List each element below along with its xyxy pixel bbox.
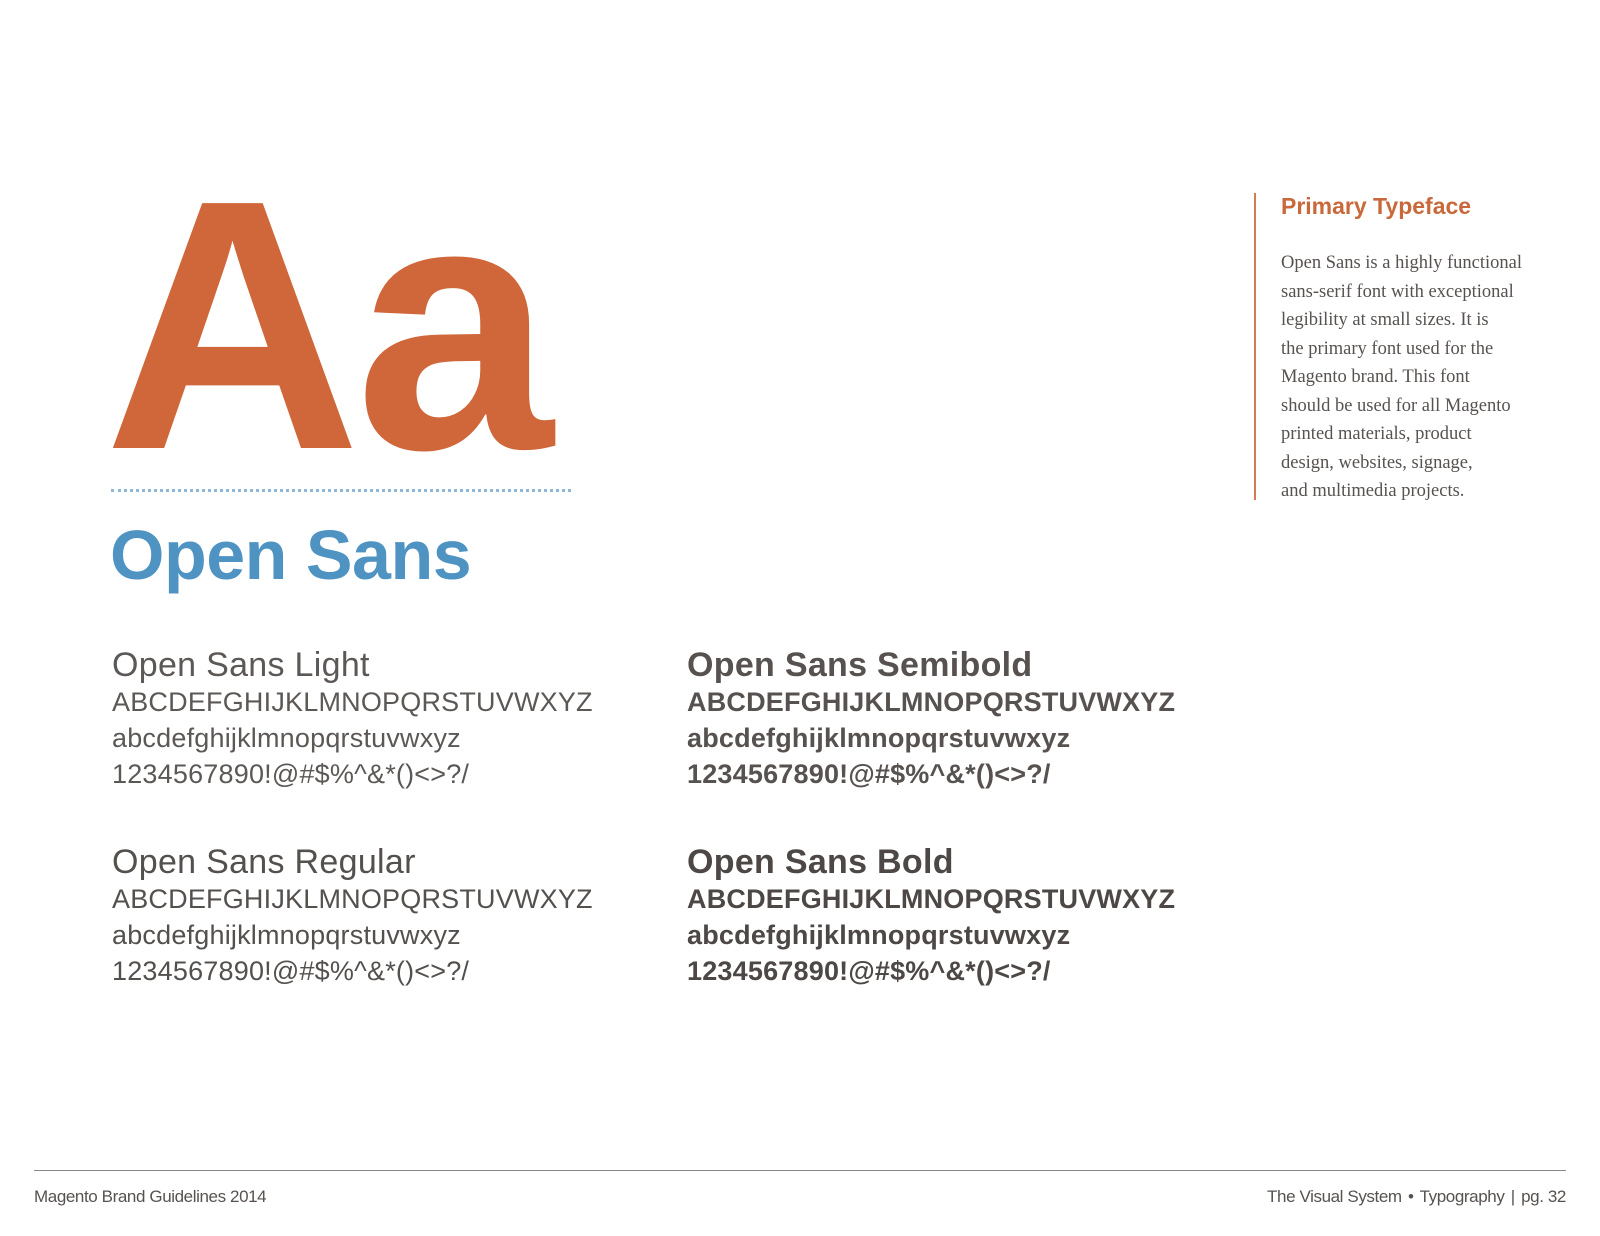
sidebar-title: Primary Typeface	[1281, 193, 1472, 219]
footer-document-title: Magento Brand Guidelines 2014	[34, 1187, 267, 1206]
specimen-open-sans-light	[112, 646, 593, 792]
specimen-lowercase: abcdefghijklmnopqrstuvwxyz	[112, 723, 461, 753]
footer-section: The Visual System	[1267, 1187, 1402, 1206]
specimen-numerals: 1234567890!@#$%^&*()<>?/	[112, 759, 470, 789]
specimen-name: Open Sans Semibold	[687, 646, 1033, 684]
sidebar-description	[1281, 249, 1591, 506]
specimen-uppercase: ABCDEFGHIJKLMNOPQRSTUVWXYZ	[687, 687, 1176, 717]
sidebar-line: legibility at small sizes. It is	[1281, 310, 1489, 330]
sidebar-line: the primary font used for the	[1281, 338, 1494, 359]
specimen-open-sans-regular	[112, 843, 593, 989]
dotted-divider	[111, 489, 571, 492]
sidebar-line: design, websites, signage,	[1281, 452, 1473, 473]
sidebar-line: Open Sans is a highly functional	[1281, 253, 1522, 273]
specimen-lowercase: abcdefghijklmnopqrstuvwxyz	[687, 920, 1071, 950]
specimen-uppercase: ABCDEFGHIJKLMNOPQRSTUVWXYZ	[687, 884, 1176, 914]
specimen-name: Open Sans Light	[112, 646, 370, 684]
footer-pipe: |	[1510, 1187, 1515, 1206]
sidebar-line: sans-serif font with exceptional	[1281, 281, 1514, 302]
footer-page-number: pg. 32	[1521, 1187, 1566, 1206]
sidebar-line: Magento brand. This font	[1281, 367, 1470, 387]
specimen-uppercase: ABCDEFGHIJKLMNOPQRSTUVWXYZ	[112, 884, 593, 914]
sidebar-line: printed materials, product	[1281, 424, 1472, 444]
sidebar-line: and multimedia projects.	[1281, 481, 1465, 501]
specimen-numerals: 1234567890!@#$%^&*()<>?/	[687, 759, 1051, 789]
specimen-open-sans-semibold	[687, 646, 1175, 792]
footer-bullet: •	[1408, 1187, 1414, 1206]
footer-subsection: Typography	[1419, 1187, 1505, 1206]
sidebar-line: should be used for all Magento	[1281, 395, 1511, 416]
primary-typeface-sidebar	[1254, 193, 1591, 500]
specimen-uppercase: ABCDEFGHIJKLMNOPQRSTUVWXYZ	[112, 687, 593, 717]
specimen-lowercase: abcdefghijklmnopqrstuvwxyz	[112, 920, 461, 950]
footer-page-info	[1267, 1187, 1566, 1207]
specimen-open-sans-bold	[687, 843, 1175, 989]
specimen-numerals: 1234567890!@#$%^&*()<>?/	[687, 956, 1051, 986]
specimen-lowercase: abcdefghijklmnopqrstuvwxyz	[687, 723, 1071, 753]
font-family-title: Open Sans	[110, 516, 472, 594]
footer-divider	[34, 1170, 1566, 1171]
specimen-numerals: 1234567890!@#$%^&*()<>?/	[112, 956, 470, 986]
specimen-name: Open Sans Bold	[687, 843, 954, 881]
specimen-name: Open Sans Regular	[112, 843, 416, 881]
hero-glyphs-aa: Aa	[104, 127, 548, 524]
